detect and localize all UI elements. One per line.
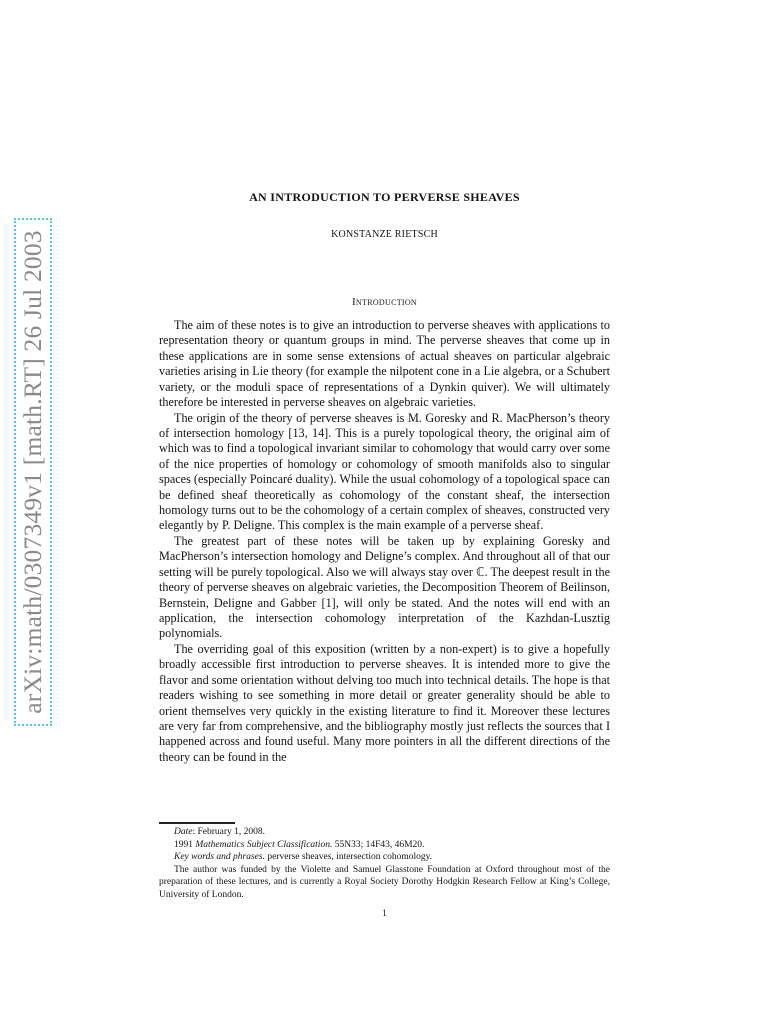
footnote-date bbox=[159, 826, 610, 839]
footnotes bbox=[159, 826, 610, 901]
paper-page bbox=[159, 190, 610, 765]
footnote-msc-label: Mathematics Subject Classification. bbox=[195, 839, 333, 850]
paragraph: The overriding goal of this exposition (written by a non-expert) is to give a hopefully broadly accessible first introduction to perverse sheaves. It is intended more to give the flavor and some orientation without delving too much into technical details. The hope is that readers wishing to see something in more detail or greater generality should be able to orient themselves very quickly in the existing literature to find it. Moreover these lectures are very far from comprehensive, and the bibliography mostly just reflects the sources that I happened across and found useful. Many more pointers in all the different directions of the theory can be found in the bbox=[159, 641, 610, 764]
paragraph: The aim of these notes is to give an introduction to perverse sheaves with applications to representation theory or quantum groups in mind. The perverse sheaves that come up in these applications are in some sense extensions of actual sheaves on particular algebraic varieties arising in Lie theory (for example the nilpotent cone in a Lie algebra, or a Schubert variety, or the moduli space of representations of a Dynkin quiver). We will ultimately therefore be interested in perverse sheaves on algebraic varieties. bbox=[159, 318, 610, 410]
footnote-funding: The author was funded by the Violette and Samuel Glasstone Foundation at Oxford throughout most of the preparation of these lectures, and is currently a Royal Society Dorothy Hodgkin Research Fellow at King’s College, University of London. bbox=[159, 864, 610, 900]
paragraph: The origin of the theory of perverse sheaves is M. Goresky and R. MacPherson’s theory of intersection homology [13, 14]. This is a purely topological theory, the original aim of which was to find a topological invariant similar to cohomology that would carry over some of the nice properties of homology or cohomology of smooth manifolds also to singular spaces (especially Poincaré duality). While the usual cohomology of a topological space can be defined sheaf theoretically as cohomology of the constant sheaf, the intersection homology turns out to be the cohomology of a certain complex of sheaves, constructed very elegantly by P. Deligne. This complex is the main example of a perverse sheaf. bbox=[159, 410, 610, 533]
footnote-keywords bbox=[159, 851, 610, 864]
footnote-date-label: Date bbox=[174, 827, 193, 837]
footnote-keywords-label: Key words and phrases. bbox=[174, 852, 265, 862]
footnote-date-value: : February 1, 2008. bbox=[192, 827, 266, 837]
arxiv-stamp: arXiv:math/0307349v1 [math.RT] 26 Jul 2003 bbox=[18, 230, 47, 714]
paper-title: AN INTRODUCTION TO PERVERSE SHEAVES bbox=[249, 190, 520, 204]
footnote-rule bbox=[159, 822, 235, 824]
footnote-msc-value: 55N33; 14F43, 46M20. bbox=[332, 839, 425, 850]
section-heading: Introduction bbox=[351, 296, 418, 308]
author-name: KONSTANZE RIETSCH bbox=[331, 229, 438, 240]
footnote-msc bbox=[159, 839, 610, 852]
body-text bbox=[159, 318, 610, 765]
page-number: 1 bbox=[382, 908, 387, 918]
footnote-msc-prefix: 1991 bbox=[174, 839, 196, 850]
paragraph: The greatest part of these notes will be taken up by explaining Goresky and MacPherson’s intersection homology and Deligne’s complex. And throughout all of that our setting will be purely topological. Also we will always stay over ℂ. The deepest result in the theory of perverse sheaves on algebraic varieties, the Decomposition Theorem of Beilinson, Bernstein, Deligne and Gabber [1], will only be stated. And the notes will end with an application, the intersection cohomology interpretation of the Kazhdan-Lusztig polynomials. bbox=[159, 533, 610, 641]
footnote-keywords-value: perverse sheaves, intersection cohomology. bbox=[264, 852, 433, 862]
